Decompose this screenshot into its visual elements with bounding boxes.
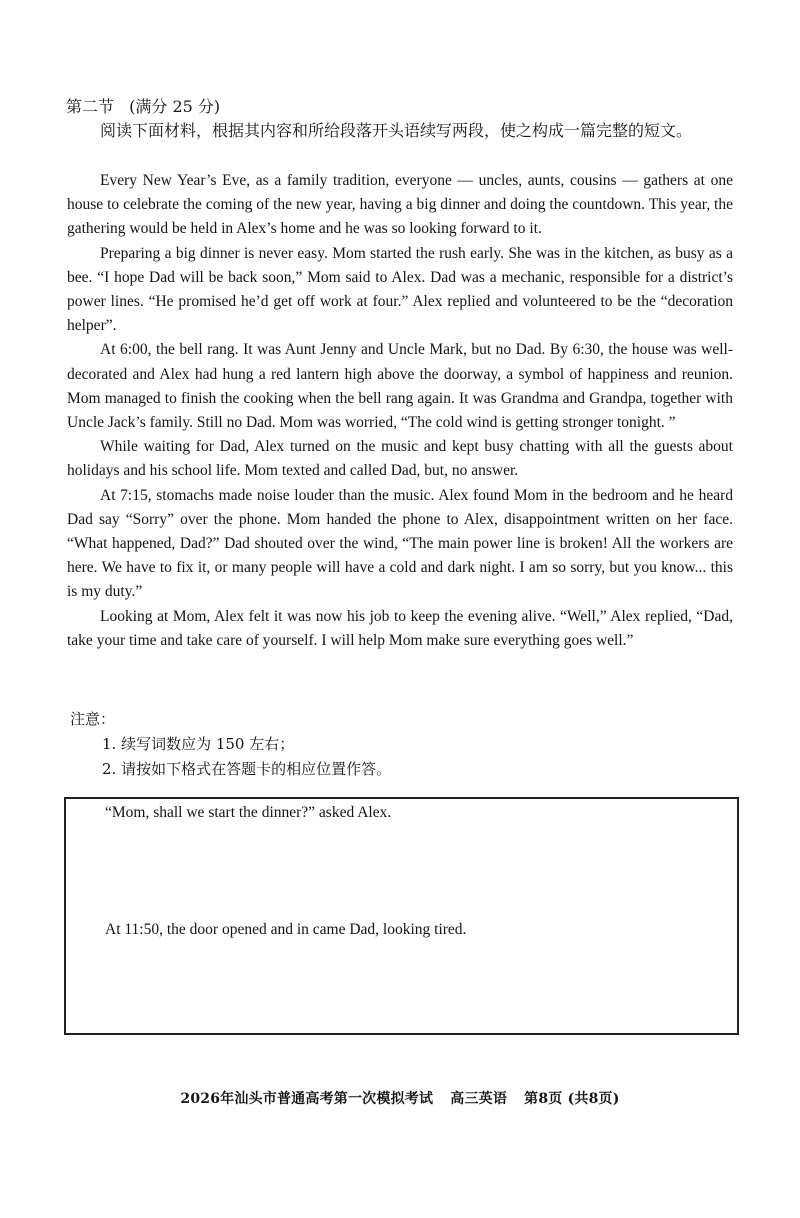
- passage-paragraph: Preparing a big dinner is never easy. Mom started the rush early. She was in the kitchen, as busy as a bee. “I hope Dad will be back soon,” Mom said to Alex. Dad was a mechanic, responsible for a district’s power lines. “He promised he’d get off work at four.” Alex replied and volunteered to be the “decoration helper”.: [67, 244, 733, 335]
- passage-paragraph: At 7:15, stomachs made noise louder than the music. Alex found Mom in the bedroom and he heard Dad say “Sorry” over the phone. Mom handed the phone to Alex, disappointment written on her face. “What happened, Dad?” Dad shouted over the wind, “The main power line is broken! All the workers are here. We have to fix it, or many people will have a cold and dark night. I am so sorry, but you know... this is my duty.”: [67, 486, 733, 601]
- note-item: 2. 请按如下格式在答题卡的相应位置作答。: [102, 760, 392, 778]
- passage-paragraph: At 6:00, the bell rang. It was Aunt Jenny and Uncle Mark, but no Dad. By 6:30, the house was well-decorated and Alex had hung a red lantern high above the doorway, a symbol of happiness and reunion. Mom managed to finish the cooking when the bell rang again. It was Grandma and Grandpa, together with Uncle Jack’s family. Still no Dad. Mom was worried, “The cold wind is getting stronger tonight. ”: [67, 341, 733, 432]
- note-item: 1. 续写词数应为 150 左右；: [102, 735, 295, 753]
- section-heading: [66, 96, 220, 118]
- passage-paragraph: Every New Year’s Eve, as a family tradition, everyone — uncles, aunts, cousins — gathers at one house to celebrate the coming of the new year, having a big dinner and doing the countdown. This year, the gathering would be held in Alex’s home and he was so looking forward to it.: [67, 172, 733, 238]
- paragraph-opener-1: “Mom, shall we start the dinner?” asked Alex.: [105, 804, 392, 821]
- section-instruction: 阅读下面材料，根据其内容和所给段落开头语续写两段，使之构成一篇完整的短文。: [100, 121, 693, 140]
- section-title: 第二节: [66, 97, 115, 116]
- notes-heading: 注意：: [70, 710, 116, 728]
- answer-format-box: [64, 797, 739, 1035]
- notes-list: [102, 732, 391, 782]
- footer-page-number: 第8页 (共8页): [524, 1091, 620, 1107]
- footer-exam-title: 2026年汕头市普通高考第一次模拟考试: [180, 1091, 434, 1107]
- page-footer: [0, 1088, 800, 1108]
- passage-paragraph: Looking at Mom, Alex felt it was now his job to keep the evening alive. “Well,” Alex replied, “Dad, take your time and take care of yourself. I will help Mom make sure everything goes well.”: [67, 607, 733, 649]
- paragraph-opener-2: At 11:50, the door opened and in came Dad, looking tired.: [105, 921, 467, 938]
- passage-paragraph: While waiting for Dad, Alex turned on the music and kept busy chatting with all the guests about holidays and his school life. Mom texted and called Dad, but, no answer.: [67, 438, 733, 480]
- reading-passage: [67, 169, 733, 653]
- footer-subject: 高三英语: [450, 1091, 508, 1107]
- section-points: (满分 25 分): [129, 97, 221, 116]
